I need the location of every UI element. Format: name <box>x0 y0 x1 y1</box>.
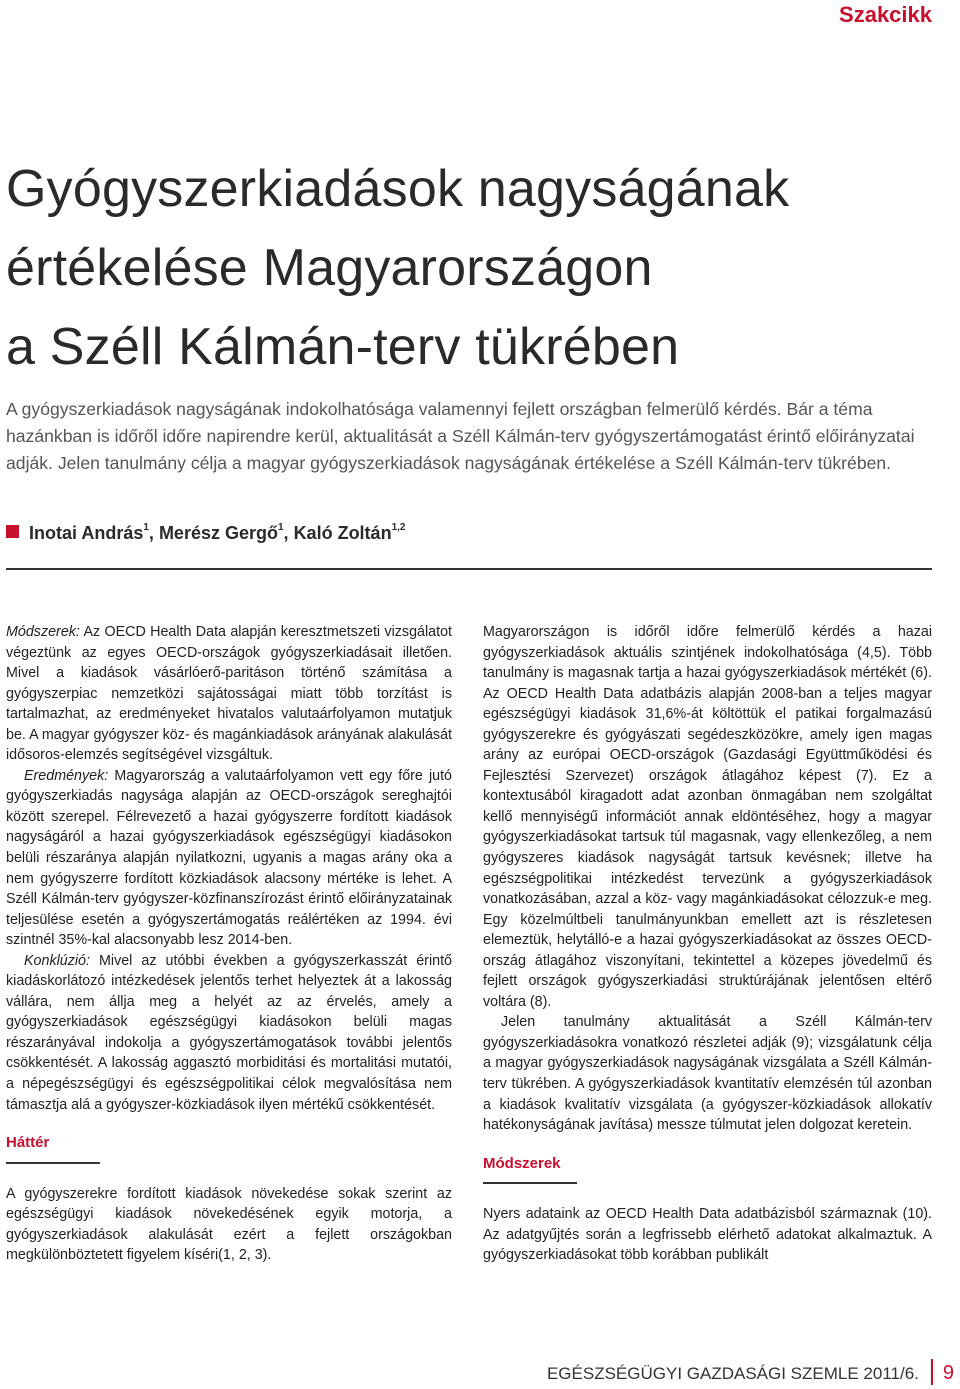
results-text: Magyarország a valutaárfolyamon vett egy főre jutó gyógyszerkiadás nagysága alapján az OECD-országok sereghajtói között szerepel. Félrevezető a hazai gyógyszerre fordított kiadások nagyságáról a hazai gyógyszerkiadások egészségügyi kiadásokon belüli részaránya alapján nyilatkozni, ugyanis a magas arány oka a nem gyógyszerre fordított közkiadások alacsony mértéke is lehet. A Széll Kálmán-terv gyógyszer-közfinanszírozást érintő előirányzatainak teljesülése esetén a gyógyszertámogatás reálértéken az 1994. évi szintnél 35%-kal alacsonyabb lesz 2014-ben. <box>6 767 452 949</box>
journal-name: EGÉSZSÉGÜGYI GAZDASÁGI SZEMLE 2011/6. <box>546 1364 919 1383</box>
methods-label: Módszerek: <box>6 624 80 640</box>
conclusion-abstract <box>6 951 452 1115</box>
author-1: Inotai András <box>29 523 144 543</box>
background-paragraph: A gyógyszerekre fordított kiadások növekedése sokak szerint az egészségügyi kiadások növekedésének egyik motorja, a gyógyszerkiadások alakulását ezért a fejlett országokban megkülönböztetett figyelem kíséri(1, 2, 3). <box>6 1185 452 1264</box>
title-line-2: értékelése Magyarországon <box>6 239 653 297</box>
background-heading: Háttér <box>6 1134 50 1152</box>
author-3-affiliation: 1,2 <box>391 522 406 533</box>
title-line-1: Gyógyszerkiadások nagyságának <box>6 160 790 218</box>
header-divider <box>6 568 932 570</box>
footer-separator <box>931 1359 933 1385</box>
author-2-affiliation: 1 <box>277 522 284 533</box>
right-column <box>483 622 932 1266</box>
author-1-affiliation: 1 <box>143 522 149 533</box>
conclusion-label: Konklúzió: <box>24 952 90 969</box>
page-number: 9 <box>942 1362 954 1384</box>
section-tag: Szakcikk <box>839 2 932 27</box>
author-2: Merész Gergő <box>158 523 278 543</box>
methods-heading-rule <box>483 1182 577 1184</box>
title-line-3: a Széll Kálmán-terv tükrében <box>6 318 680 376</box>
authors-line: Inotai András$^1$, Merész Gergő$^1$, Kaló Zoltán$^{1,2}$ <box>6 523 405 544</box>
author-3: Kaló Zoltán <box>293 523 392 543</box>
methods-paragraph: Nyers adataink az OECD Health Data adatbázisból származnak (10). Az adatgyűjtés során a legfrissebb elérhető adatokat alkalmaztuk. A gyógyszerkiadásokat több korábban publikált <box>483 1206 932 1264</box>
results-label: Eredmények: <box>24 767 109 784</box>
page-footer <box>547 1359 954 1385</box>
square-bullet-icon <box>6 525 19 538</box>
lead-paragraph: A gyógyszerkiadások nagyságának indokolhatósága valamennyi fejlett országban felmerülő kérdés. Bár a téma hazánkban is időről időre napirendre kerül, aktualitását a Széll Kálmán-terv gyógyszertámogatást érintő előirányzatai adják. Jelen tanulmány célja a magyar gyógyszerkiadások nagyságának értékelése a Széll Kálmán-terv tükrében. <box>6 399 915 473</box>
conclusion-text: Mivel az utóbbi években a gyógyszerkasszát érintő kiadáskorlátozó intézkedések jelentős terhet helyeztek át a lakosság vállára, nem állja meg a helyét az az érvelés, amely a gyógyszerkiadások egészségügyi kiadásokon belüli magas részarányával indokolja a gyógyszertámogatások további jelentős csökkentését. A lakosság aggasztó morbiditási és mortalitási mutatói, a népegészségügyi és egészségpolitikai célok megvalósítása nem támasztja alá a gyógyszer-közkiadások ilyen mértékű csökkentését. <box>6 952 452 1113</box>
left-column <box>6 622 452 1266</box>
background-heading-rule <box>6 1162 100 1164</box>
methods-text: Az OECD Health Data alapján keresztmetszeti vizsgálatot végeztünk az egyes OECD-országok gyógyszerkiadásait illetően. Mivel a kiadások vásárlóerő-paritáson történő számítása a gyógyszerpiac nemzetközi sajátosságai miatt több torzítást is tartalmazhat, az eredményeket hivatalos valutaárfolyamon mutatjuk be. A magyar gyógyszer köz- és magánkiadások arányának alakulását idősoros-elemzés segítségével vizsgáltuk. <box>6 624 452 764</box>
intro-paragraph-2: Jelen tanulmány aktualitását a Széll Kálmán-terv gyógyszerkiadásokra vonatkozó részletei adják (9); vizsgálatunk célja a magyar gyógyszerkiadások nagyságának vizsgálata a Széll Kálmán-terv tükrében. A gyógyszerkiadások kvantitatív elemzésén túl azonban a kiadások kvalitatív vizsgálata (a gyógyszer-közkiadások allokatív hatékonyságának javítása) messze túlmutat jelen dolgozat keretein. <box>483 1014 932 1134</box>
methods-heading: Módszerek <box>483 1154 561 1172</box>
methods-abstract <box>6 622 452 766</box>
article-title <box>6 150 946 387</box>
results-abstract <box>6 766 452 951</box>
intro-paragraph-1: Magyarországon is időről időre felmerülő kérdés a hazai gyógyszerkiadások aktuális szintjének indokolhatósága (4,5). Több tanulmány is magasnak tartja a hazai gyógyszerkiadások mértékét (6). Az OECD Health Data adatbázis alapján 2008-ban a teljes magyar egészségügyi kiadások 31,6%-át költöttük el patikai forgalmazású gyógyszerekre és gyógyászati segédeszközökre, amely igen magas arány az európai OECD-országok (Gazdasági Együttműködési és Fejlesztési Szervezet) országok átlagához képest (7). Ez a kontextusából kiragadott adat azonban önmagában nem szolgáltat kellő mennyiségű információt annak eldöntéséhez, hogy a magyar gyógyszerkiadásokat tartsuk túl magasnak, vagy ellenkezőleg, a nem gyógyszeres kiadások nagyságát tartsuk kevésnek; illetve ha egészségpolitikai intézkedést tervezünk a gyógyszerkiadások vonatkozásában, azzal a köz- vagy magánkiadásokat célozzuk-e meg. Egy közelmúltbeli tanulmányunkban emellett azt is részletesen elemeztük, helytálló-e a hazai gyógyszerkiadásokat az összes OECD-ország átlagához viszonyítani, tekintettel a közepes jövedelmű és fejlett országok gyógyszerkiadási struktúrájának jelentősen eltérő voltára (8). <box>483 624 932 1010</box>
